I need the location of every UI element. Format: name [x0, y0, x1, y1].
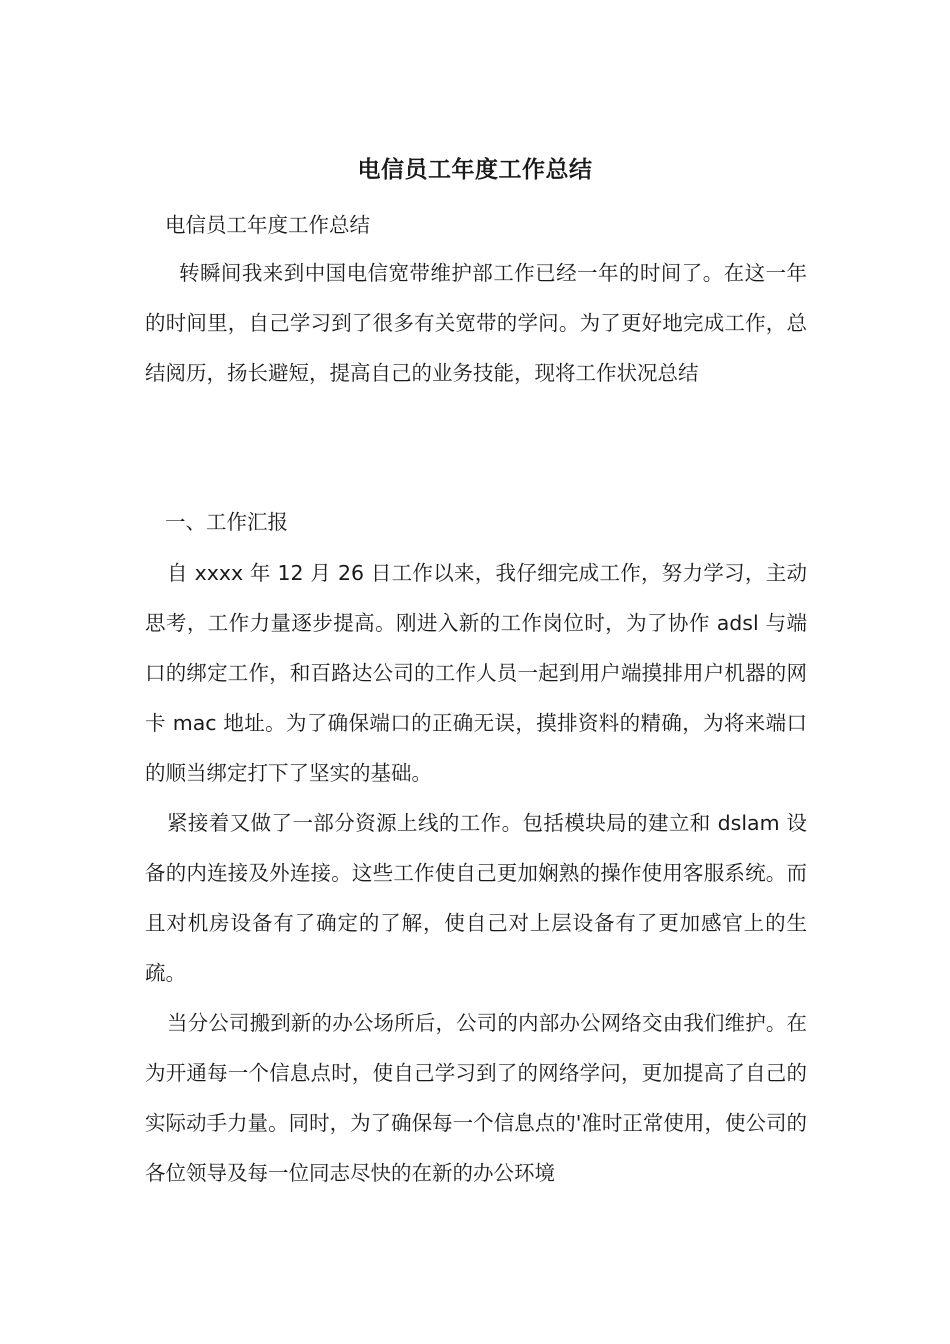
body-paragraph-text: 紧接着又做了一部分资源上线的工作。包括模块局的建立和 dslam 设备的内连接及外连接。这些工作使自己更加娴熟的操作使用客服系统。而且对机房设备有了确定的了解，使自己对上层设备有了更加感官上的生疏。: [145, 811, 807, 985]
document-subtitle: 电信员工年度工作总结: [165, 213, 370, 237]
body-paragraph-2: [145, 798, 807, 998]
body-paragraph-1: [145, 548, 807, 798]
body-paragraph-text: 当分公司搬到新的办公场所后，公司的内部办公网络交由我们维护。在为开通每一个信息点时，使自己学习到了的网络学问，更加提高了自己的实际动手力量。同时，为了确保每一个信息点的'准时正常使用，使公司的各位领导及每一位同志尽快的在新的办公环境: [145, 1011, 807, 1185]
document-title: 电信员工年度工作总结: [357, 157, 593, 183]
body-paragraph-text: 自 xxxx 年 12 月 26 日工作以来，我仔细完成工作，努力学习，主动思考，工作力量逐步提高。刚进入新的工作岗位时，为了协作 adsl 与端口的绑定工作，和百路达公司的工作人员一起到用户端摸排用户机器的网卡 mac 地址。为了确保端口的正确无误，摸排资料的精确，为将来端口的顺当绑定打下了坚实的基础。: [145, 561, 807, 785]
intro-paragraph-text: 转瞬间我来到中国电信宽带维护部工作已经一年的时间了。在这一年的时间里，自己学习到了很多有关宽带的学问。为了更好地完成工作，总结阅历，扬长避短，提高自己的业务技能，现将工作状况总结: [145, 261, 807, 385]
section-heading: 一、工作汇报: [165, 510, 288, 534]
body-paragraph-3: [145, 998, 807, 1198]
intro-paragraph: [145, 248, 807, 398]
